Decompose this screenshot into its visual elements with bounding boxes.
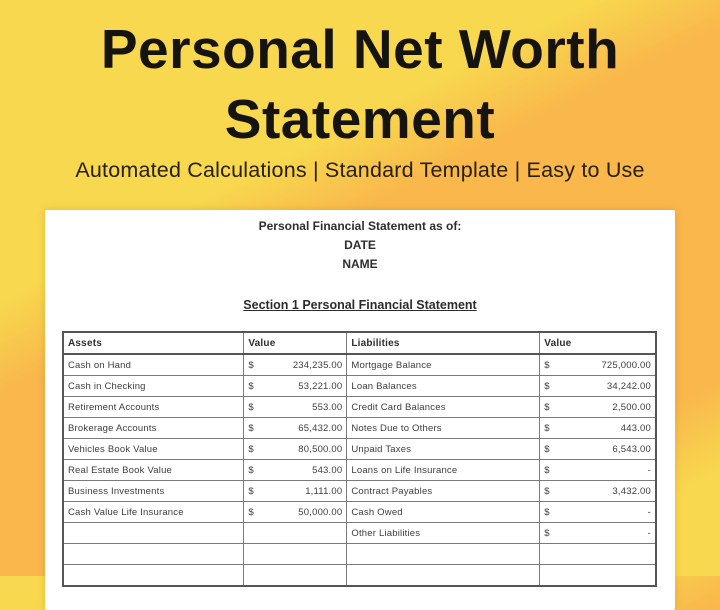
currency-symbol: $ [544,359,550,371]
liability-name-cell: Other Liabilities [347,523,540,544]
asset-name-cell [63,523,244,544]
asset-value-cell: $ 543.00 [244,460,347,481]
liability-value-cell [540,544,656,565]
liability-name-cell: Notes Due to Others [347,418,540,439]
currency-symbol: $ [544,443,550,455]
asset-name-cell [63,544,244,565]
currency-symbol: $ [248,359,254,371]
currency-symbol: $ [248,443,254,455]
asset-value-cell: $ 553.00 [244,397,347,418]
table-row [63,565,656,587]
liability-value-cell: $ - [540,523,656,544]
currency-symbol: $ [248,464,254,476]
table-header-row [63,332,656,354]
asset-value-cell: $ 50,000.00 [244,502,347,523]
table-row [63,502,656,523]
net-worth-table [62,331,657,587]
asset-value-cell: $ 1,111.00 [244,481,347,502]
liability-name-cell: Credit Card Balances [347,397,540,418]
table-row [63,439,656,460]
liability-value-cell: $ 443.00 [540,418,656,439]
page-title [0,14,720,154]
liability-name-cell: Loans on Life Insurance [347,460,540,481]
asset-value-cell: $ 80,500.00 [244,439,347,460]
table-row [63,397,656,418]
asset-value-cell [244,523,347,544]
table-row [63,481,656,502]
currency-symbol: $ [248,485,254,497]
liability-value-cell: $ - [540,502,656,523]
table-row [63,523,656,544]
date-placeholder: DATE [344,238,376,252]
currency-symbol: $ [544,380,550,392]
liability-value-cell: $ 2,500.00 [540,397,656,418]
liability-value-cell: $ 34,242.00 [540,376,656,397]
asset-name-cell: Cash Value Life Insurance [63,502,244,523]
asset-name-cell: Brokerage Accounts [63,418,244,439]
asset-name-cell: Retirement Accounts [63,397,244,418]
table-row [63,376,656,397]
section-title: Section 1 Personal Financial Statement [243,298,477,312]
assets-value-column-header: Value [244,332,347,354]
currency-symbol: $ [544,422,550,434]
liability-name-cell: Contract Payables [347,481,540,502]
asset-name-cell: Cash on Hand [63,354,244,376]
currency-symbol: $ [544,464,550,476]
name-placeholder: NAME [342,257,378,271]
currency-symbol: $ [544,506,550,518]
liability-name-cell [347,544,540,565]
liability-value-cell: $ 3,432.00 [540,481,656,502]
table-row [63,354,656,376]
asset-name-cell [63,565,244,587]
liability-value-cell: $ - [540,460,656,481]
hero-banner [0,0,720,183]
currency-symbol: $ [248,401,254,413]
asset-value-cell: $ 53,221.00 [244,376,347,397]
currency-symbol: $ [248,380,254,392]
currency-symbol: $ [248,422,254,434]
asset-name-cell: Cash in Checking [63,376,244,397]
liabilities-column-header: Liabilities [347,332,540,354]
page-subtitle: Automated Calculations | Standard Template | Easy to Use [75,158,645,182]
currency-symbol: $ [248,506,254,518]
liability-name-cell: Unpaid Taxes [347,439,540,460]
asset-value-cell [244,565,347,587]
liabilities-value-column-header: Value [540,332,656,354]
table-row [63,460,656,481]
asset-name-cell: Business Investments [63,481,244,502]
asset-name-cell: Real Estate Book Value [63,460,244,481]
liability-value-cell: $ 725,000.00 [540,354,656,376]
page-title-line1: Personal Net Worth [100,18,620,80]
currency-symbol: $ [544,527,550,539]
currency-symbol: $ [544,401,550,413]
currency-symbol: $ [544,485,550,497]
statement-document [45,210,675,610]
liability-name-cell: Mortgage Balance [347,354,540,376]
liability-name-cell: Cash Owed [347,502,540,523]
page-title-line2: Statement [224,88,496,150]
asset-value-cell: $ 234,235.00 [244,354,347,376]
asset-value-cell: $ 65,432.00 [244,418,347,439]
liability-name-cell: Loan Balances [347,376,540,397]
asset-name-cell: Vehicles Book Value [63,439,244,460]
table-row [63,544,656,565]
document-heading: Personal Financial Statement as of: [258,219,462,233]
liability-value-cell: $ 6,543.00 [540,439,656,460]
asset-value-cell [244,544,347,565]
liability-name-cell [347,565,540,587]
liability-value-cell [540,565,656,587]
table-row [63,418,656,439]
assets-column-header: Assets [63,332,244,354]
